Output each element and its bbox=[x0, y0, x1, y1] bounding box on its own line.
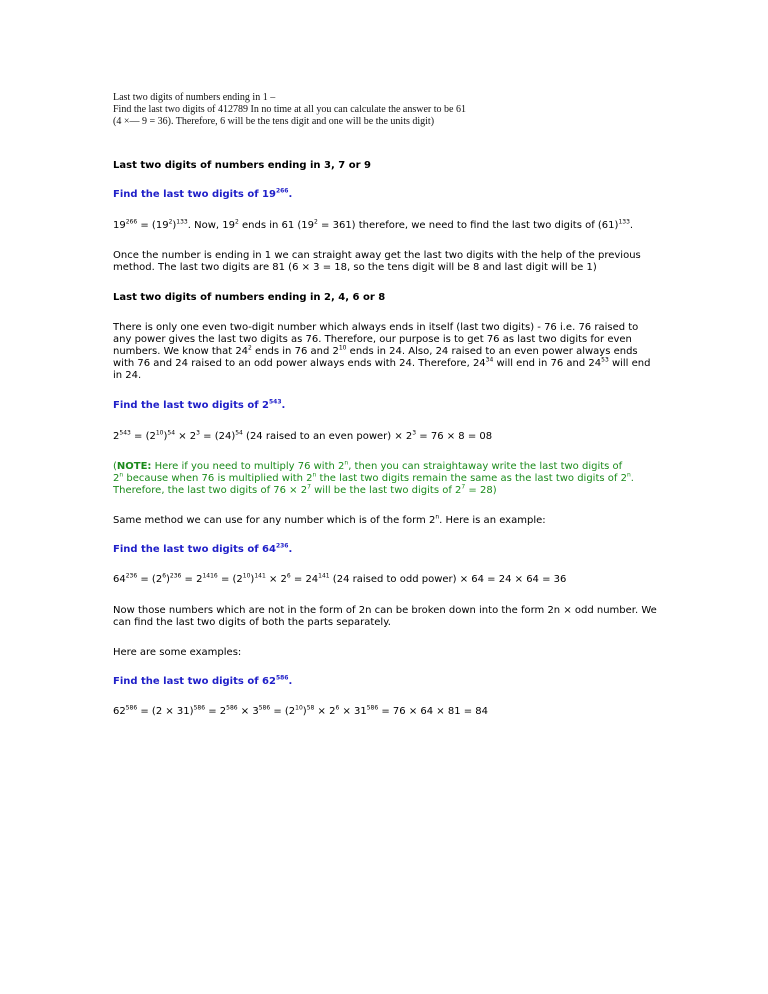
paragraph-even-numbers bbox=[113, 322, 653, 382]
note-label: NOTE: bbox=[116, 461, 152, 472]
example-19-266-solution: $19^{266} = (19^2)^{133}$. Now, $19^2$ ends in 61 $(19^2 = 361)$ therefore, we need to find the last two digits of $(61)^{133}$. bbox=[113, 218, 634, 231]
example-19-266-title: Find the last two digits of $19^{266}$. bbox=[113, 187, 293, 200]
example-62-586-title: Find the last two digits of $62^{586}$. bbox=[113, 674, 293, 687]
example-64-236-solution: $64^{236} = (2^6)^{236} = 2^{1416} = (2^{10})^{141} \times 2^6 = 24^{141}$ (24 raised to odd power) × 64 = 24 × 64 = 36 bbox=[113, 572, 567, 585]
heading-ending-1: Last two digits of numbers ending in 1 – bbox=[113, 92, 276, 103]
same-method-text: Same method we can use for any number which is of the form 2$^n$. Here is an example: bbox=[113, 513, 546, 526]
paragraph-line: can find the last two digits of both the parts separately. bbox=[113, 617, 391, 628]
note-line: 2$^n$ because when 76 is multiplied with 2$^n$ the last two digits remain the same as the last two digits of 2$^n$. bbox=[113, 471, 634, 484]
paragraph-line: method. The last two digits are 81 (6 × 3 = 18, so the tens digit will be 8 and last digit will be 1) bbox=[113, 262, 597, 273]
heading-ending-3-7-9: Last two digits of numbers ending in 3, 7 or 9 bbox=[113, 160, 371, 171]
example-2-543-solution: $2^{543} = (2^{10})^{54} \times 2^3 = (24)^{54}$ (24 raised to an even power) × $2^3 = 76 \times 8 = 08$ bbox=[113, 429, 493, 442]
paragraph-line: There is only one even two-digit number which always ends in itself (last two digits) - 76 i.e. 76 raised to bbox=[113, 322, 639, 333]
example-2-543-title: Find the last two digits of $2^{543}$. bbox=[113, 398, 286, 411]
example-62-586-solution: $62^{586} = (2 \times 31)^{586} = 2^{586} \times 3^{586} = (2^{10})^{58} \times 2^6 \times 31^{586} = 76 \times 64 \times 81 = 84$ bbox=[113, 704, 489, 717]
paragraph-2n-form bbox=[113, 605, 657, 629]
paragraph-line: numbers. We know that $24^2$ ends in 76 and $2^{10}$ ends in 24. Also, 24 raised to an even power always ends bbox=[113, 344, 638, 357]
note-line: (NOTE: Here if you need to multiply 76 with 2$^n$, then you can straightaway write the last two digits of bbox=[113, 459, 623, 472]
note-line: Therefore, the last two digits of $76 \times 2^7$ will be the last two digits of $2^7 = 28$) bbox=[113, 483, 497, 496]
note-block bbox=[113, 461, 653, 497]
example-64-236-title: Find the last two digits of $64^{236}$. bbox=[113, 542, 293, 555]
paragraph-ending-1-method bbox=[113, 250, 653, 274]
heading-ending-2-4-6-8: Last two digits of numbers ending in 2, 4, 6 or 8 bbox=[113, 292, 386, 303]
example-412789-line1: Find the last two digits of 412789 In no time at all you can calculate the answer to be 61 bbox=[113, 104, 466, 115]
section-ending-1 bbox=[113, 92, 673, 128]
paragraph-line: with 76 and 24 raised to an odd power always ends with 24. Therefore, $24^{34}$ will end in 76 and $24^{53}$ will end bbox=[113, 356, 651, 369]
paragraph-line: Now those numbers which are not in the form of 2n can be broken down into the form 2n × odd number. We bbox=[113, 605, 657, 616]
paragraph-line: Once the number is ending in 1 we can straight away get the last two digits with the help of the previous bbox=[113, 250, 641, 261]
examples-intro: Here are some examples: bbox=[113, 647, 242, 658]
paragraph-line: in 24. bbox=[113, 370, 142, 381]
example-412789-line2: (4 ×— 9 = 36). Therefore, 6 will be the tens digit and one will be the units digit) bbox=[113, 116, 435, 127]
paragraph-line: any power gives the last two digits as 76. Therefore, our purpose is to get 76 as last two digits for even bbox=[113, 334, 632, 345]
